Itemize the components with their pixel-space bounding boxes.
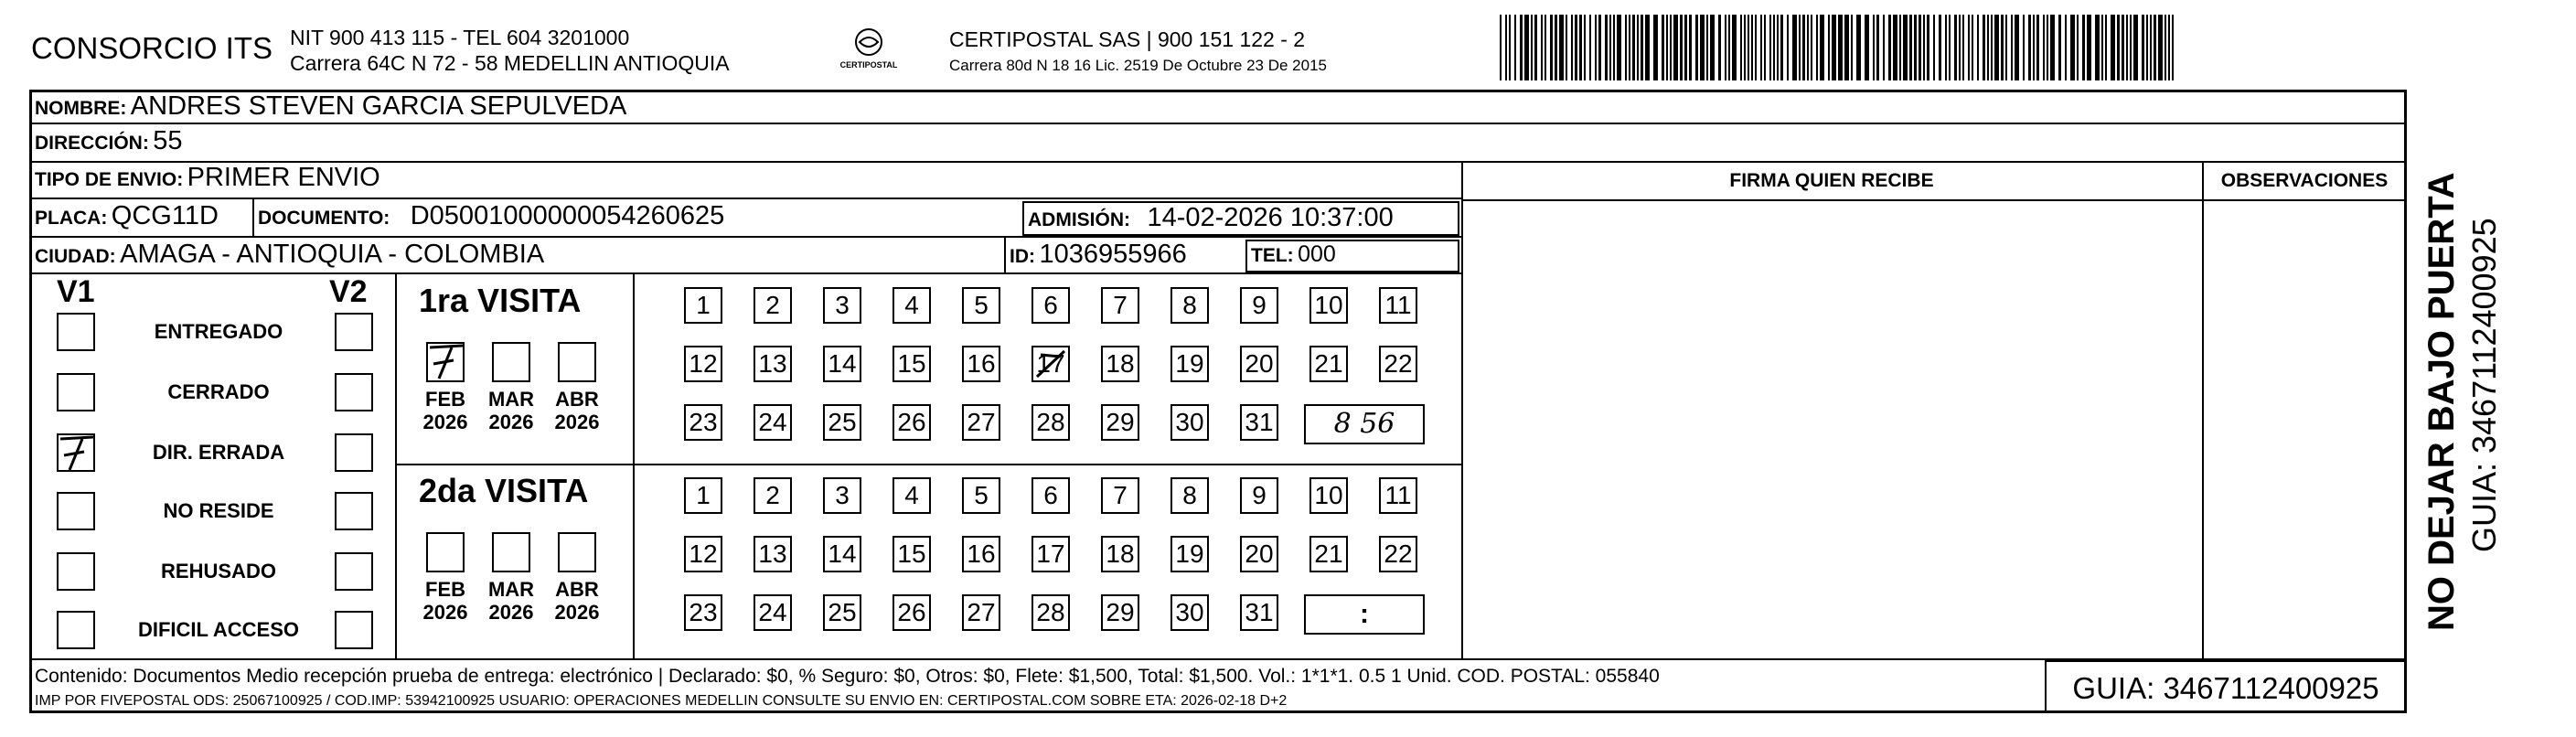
documento-label: DOCUMENTO: bbox=[258, 208, 390, 229]
ciudad-row bbox=[35, 240, 544, 270]
v2-checkbox[interactable] bbox=[335, 552, 373, 591]
month-checkbox[interactable] bbox=[492, 532, 530, 572]
month-year: 2026 bbox=[422, 601, 468, 624]
admision-value: 14-02-2026 10:37:00 bbox=[1147, 203, 1394, 232]
divider bbox=[395, 272, 397, 658]
placa-value: QCG11D bbox=[111, 201, 219, 230]
day-box[interactable]: 26 bbox=[893, 404, 931, 441]
day-box[interactable]: 29 bbox=[1101, 594, 1139, 631]
day-box[interactable]: 21 bbox=[1309, 536, 1348, 572]
v1-checkbox[interactable] bbox=[57, 611, 95, 649]
admision-row bbox=[1028, 203, 1394, 233]
day-box[interactable]: 6 bbox=[1031, 287, 1070, 324]
day-box[interactable]: 13 bbox=[754, 536, 792, 572]
day-box[interactable]: 9 bbox=[1240, 477, 1278, 514]
day-box[interactable]: 24 bbox=[754, 404, 792, 441]
divider bbox=[29, 123, 2407, 124]
day-box[interactable]: 1 bbox=[684, 477, 722, 514]
day-box[interactable]: 20 bbox=[1240, 346, 1278, 382]
month-checkbox[interactable] bbox=[426, 532, 465, 572]
v2-checkbox[interactable] bbox=[335, 492, 373, 530]
day-box[interactable]: 31 bbox=[1240, 404, 1278, 441]
divider bbox=[395, 464, 1461, 465]
day-box[interactable]: 9 bbox=[1240, 287, 1278, 324]
barcode bbox=[1500, 15, 2181, 80]
day-box[interactable]: 7 bbox=[1101, 477, 1139, 514]
footer-guia: GUIA: 3467112400925 bbox=[2072, 671, 2379, 705]
month-checkbox[interactable] bbox=[426, 342, 465, 382]
day-box[interactable]: 7 bbox=[1101, 287, 1139, 324]
month-checkbox[interactable] bbox=[492, 342, 530, 382]
day-box[interactable]: 12 bbox=[684, 536, 722, 572]
day-box[interactable]: 28 bbox=[1031, 404, 1070, 441]
first-visit-label: 1ra VISITA bbox=[419, 282, 582, 319]
v1-checkbox[interactable] bbox=[57, 313, 95, 351]
id-row bbox=[1010, 240, 1187, 270]
id-label: ID: bbox=[1010, 246, 1035, 267]
certipostal-logo: CERTIPOSTAL bbox=[832, 26, 905, 77]
day-box[interactable]: 18 bbox=[1101, 536, 1139, 572]
footer-imp: IMP POR FIVEPOSTAL ODS: 25067100925 / COD.IMP: 53942100925 USUARIO: OPERACIONES MEDELLIN CONSULTE SU ENVIO EN: CERTIPOSTAL.COM SOBRE ETA: 2026-02-18 D+2 bbox=[35, 693, 1288, 709]
admision-label: ADMISIÓN: bbox=[1028, 209, 1130, 230]
month-checkbox[interactable] bbox=[558, 532, 596, 572]
tipo-label: TIPO DE ENVIO: bbox=[35, 169, 184, 190]
divider bbox=[29, 272, 1461, 274]
company-address: Carrera 64C N 72 - 58 MEDELLIN ANTIOQUIA bbox=[290, 51, 730, 75]
day-box[interactable]: 19 bbox=[1170, 536, 1209, 572]
status-label: DIR. ERRADA bbox=[152, 441, 285, 464]
v1-checkbox[interactable] bbox=[57, 373, 95, 411]
day-box[interactable]: 27 bbox=[962, 404, 1000, 441]
day-box[interactable]: 21 bbox=[1309, 346, 1348, 382]
tipo-row bbox=[35, 163, 380, 193]
month-label: ABR bbox=[555, 578, 599, 601]
placa-row bbox=[35, 201, 219, 231]
month-label: FEB bbox=[425, 388, 465, 411]
day-box[interactable]: 2 bbox=[754, 287, 792, 324]
company-name: CONSORCIO ITS bbox=[31, 31, 273, 65]
carrier-address: Carrera 80d N 18 16 Lic. 2519 De Octubre 23 De 2015 bbox=[949, 57, 1327, 74]
v2-label: V2 bbox=[329, 274, 368, 309]
day-box[interactable]: 25 bbox=[823, 594, 861, 631]
day-box[interactable]: 26 bbox=[893, 594, 931, 631]
firma-label: FIRMA QUIEN RECIBE bbox=[1729, 170, 1934, 191]
v1-checkbox[interactable] bbox=[57, 552, 95, 591]
nombre-value: ANDRES STEVEN GARCIA SEPULVEDA bbox=[130, 91, 627, 121]
direccion-label: DIRECCIÓN: bbox=[35, 133, 149, 154]
day-box[interactable]: 15 bbox=[893, 346, 931, 382]
nombre-row bbox=[35, 91, 626, 122]
day-box[interactable]: 14 bbox=[823, 346, 861, 382]
status-label: NO RESIDE bbox=[163, 499, 274, 522]
tel-value: 000 bbox=[1298, 241, 1336, 267]
status-label: ENTREGADO bbox=[154, 320, 283, 343]
month-year: 2026 bbox=[488, 411, 534, 433]
day-box[interactable]: 31 bbox=[1240, 594, 1278, 631]
month-year: 2026 bbox=[422, 411, 468, 433]
month-year: 2026 bbox=[554, 411, 600, 433]
month-year: 2026 bbox=[554, 601, 600, 624]
day-box[interactable]: 22 bbox=[1379, 346, 1417, 382]
day-box[interactable]: 20 bbox=[1240, 536, 1278, 572]
day-box[interactable]: 15 bbox=[893, 536, 931, 572]
day-box[interactable]: 30 bbox=[1170, 404, 1209, 441]
day-box[interactable]: 19 bbox=[1170, 346, 1209, 382]
v2-checkbox[interactable] bbox=[335, 373, 373, 411]
divider bbox=[2202, 161, 2204, 659]
direccion-value: 55 bbox=[153, 126, 183, 155]
month-label: MAR bbox=[487, 578, 535, 601]
divider bbox=[1004, 236, 1006, 272]
day-box[interactable]: 25 bbox=[823, 404, 861, 441]
ciudad-label: CIUDAD: bbox=[35, 246, 116, 267]
day-box[interactable]: 4 bbox=[893, 477, 931, 514]
day-box[interactable]: 22 bbox=[1379, 536, 1417, 572]
day-box[interactable]: 11 bbox=[1379, 287, 1417, 324]
divider bbox=[29, 236, 1461, 238]
v1-checkbox[interactable] bbox=[57, 492, 95, 530]
day-box[interactable]: 5 bbox=[962, 477, 1000, 514]
day-box[interactable]: 11 bbox=[1379, 477, 1417, 514]
divider bbox=[252, 199, 254, 236]
month-label: MAR bbox=[487, 388, 535, 411]
day-box[interactable]: 10 bbox=[1309, 477, 1348, 514]
day-box[interactable]: 14 bbox=[823, 536, 861, 572]
side-warning: NO DEJAR BAJO PUERTA bbox=[2421, 172, 2462, 631]
observaciones-label: OBSERVACIONES bbox=[2220, 170, 2389, 191]
day-box[interactable]: 8 bbox=[1170, 287, 1209, 324]
day-box[interactable]: 17 bbox=[1031, 346, 1070, 382]
day-box[interactable]: 17 bbox=[1031, 536, 1070, 572]
divider bbox=[1461, 199, 2407, 201]
day-box[interactable]: 13 bbox=[754, 346, 792, 382]
day-box[interactable]: 23 bbox=[684, 594, 722, 631]
nombre-label: NOMBRE: bbox=[35, 98, 127, 119]
day-box[interactable]: 24 bbox=[754, 594, 792, 631]
footer-contenido: Contenido: Documentos Medio recepción prueba de entrega: electrónico | Declarado: $0, % Seguro: $0, Otros: $0, Flete: $1,500, Total: $1,500. Vol.: 1*1*1. 0.5 1 Unid. COD. POSTAL: 055840 bbox=[35, 666, 1660, 687]
day-box[interactable]: 8 bbox=[1170, 477, 1209, 514]
v2-checkbox[interactable] bbox=[335, 611, 373, 649]
status-label: DIFICIL ACCESO bbox=[137, 618, 299, 641]
time-box[interactable]: 8 56 bbox=[1304, 404, 1425, 444]
company-nit: NIT 900 413 115 - TEL 604 3201000 bbox=[290, 26, 630, 49]
day-box[interactable]: 10 bbox=[1309, 287, 1348, 324]
divider bbox=[633, 272, 635, 658]
day-box[interactable]: 6 bbox=[1031, 477, 1070, 514]
day-box[interactable]: 23 bbox=[684, 404, 722, 441]
tel-row bbox=[1251, 241, 1336, 268]
month-label: FEB bbox=[425, 578, 465, 601]
day-box[interactable]: 4 bbox=[893, 287, 931, 324]
documento-row bbox=[258, 201, 724, 231]
carrier-name: CERTIPOSTAL SAS | 900 151 122 - 2 bbox=[949, 27, 1306, 51]
v2-checkbox[interactable] bbox=[335, 433, 373, 472]
month-label: ABR bbox=[555, 388, 599, 411]
time-box[interactable]: : bbox=[1304, 594, 1425, 635]
placa-label: PLACA: bbox=[35, 208, 108, 229]
direccion-row bbox=[35, 126, 183, 156]
month-checkbox[interactable] bbox=[558, 342, 596, 382]
tel-label: TEL: bbox=[1251, 245, 1294, 266]
ciudad-value: AMAGA - ANTIOQUIA - COLOMBIA bbox=[120, 240, 545, 269]
day-box[interactable]: 18 bbox=[1101, 346, 1139, 382]
day-box[interactable]: 30 bbox=[1170, 594, 1209, 631]
day-box[interactable]: 16 bbox=[962, 346, 1000, 382]
divider bbox=[29, 161, 2407, 163]
day-box[interactable]: 28 bbox=[1031, 594, 1070, 631]
day-box[interactable]: 29 bbox=[1101, 404, 1139, 441]
id-value: 1036955966 bbox=[1039, 240, 1187, 269]
v1-label: V1 bbox=[57, 274, 95, 309]
day-box[interactable]: 16 bbox=[962, 536, 1000, 572]
day-box[interactable]: 2 bbox=[754, 477, 792, 514]
day-box[interactable]: 12 bbox=[684, 346, 722, 382]
day-box[interactable]: 3 bbox=[823, 287, 861, 324]
day-box[interactable]: 27 bbox=[962, 594, 1000, 631]
status-label: REHUSADO bbox=[161, 560, 276, 582]
day-box[interactable]: 1 bbox=[684, 287, 722, 324]
tipo-value: PRIMER ENVIO bbox=[187, 163, 380, 192]
day-box[interactable]: 3 bbox=[823, 477, 861, 514]
second-visit-label: 2da VISITA bbox=[419, 472, 589, 509]
documento-value: D05001000000054260625 bbox=[410, 201, 725, 230]
month-year: 2026 bbox=[488, 601, 534, 624]
v2-checkbox[interactable] bbox=[335, 313, 373, 351]
v1-checkbox[interactable] bbox=[57, 433, 95, 472]
divider bbox=[1461, 161, 1463, 659]
divider bbox=[29, 198, 1461, 199]
day-box[interactable]: 5 bbox=[962, 287, 1000, 324]
status-label: CERRADO bbox=[167, 380, 270, 403]
side-guia: GUIA: 3467112400925 bbox=[2465, 218, 2503, 552]
